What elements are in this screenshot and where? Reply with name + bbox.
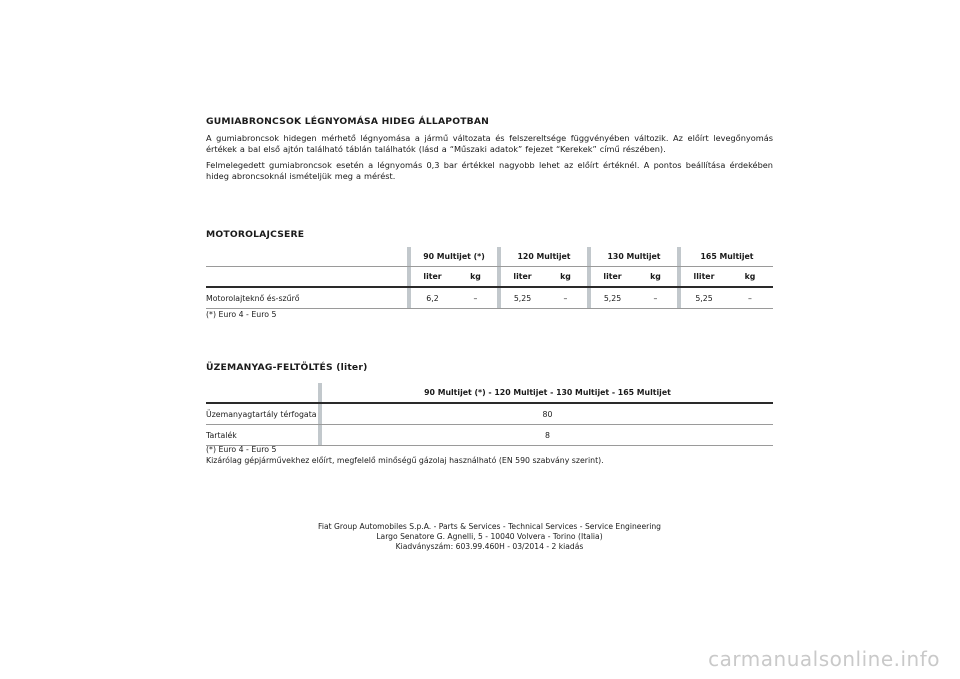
oil-change-title: MOTOROLAJCSERE — [206, 229, 305, 240]
engine-header: 165 Multijet — [700, 252, 754, 261]
engine-header: 120 Multijet — [517, 252, 571, 261]
footer-line-2: Largo Senatore G. Agnelli, 5 - 10040 Volvera - Torino (Italia) — [376, 532, 603, 541]
oil-table-row — [206, 288, 773, 309]
oil-value: – — [473, 293, 478, 303]
oil-value: 6,2 — [426, 293, 439, 303]
oil-table-engine-header — [206, 247, 773, 267]
oil-value: 5,25 — [513, 293, 532, 303]
oil-value: – — [653, 293, 658, 303]
fuel-table — [206, 383, 773, 446]
unit-header: liter — [423, 272, 442, 281]
engine-header: 130 Multijet — [607, 252, 661, 261]
footer-line-3: Kiadványszám: 603.99.460H - 03/2014 - 2 kiadás — [395, 542, 584, 551]
unit-header: lliter — [693, 272, 715, 281]
site-watermark: carmanualsonline.info — [708, 647, 940, 671]
oil-value: – — [563, 293, 568, 303]
tire-pressure-title: GUMIABRONCSOK LÉGNYOMÁSA HIDEG ÁLLAPOTBAN — [206, 116, 490, 127]
fuel-table-header — [206, 383, 773, 404]
tire-pressure-paragraph-2: Felmelegedett gumiabroncsok esetén a légnyomás 0,3 bar értékkel nagyobb lehet az előírt értéknél. A pontos beállítása érdekében hideg abroncsoknál ismételjük meg a mérést. — [206, 160, 773, 181]
fuel-row-value: 8 — [545, 430, 550, 440]
oil-value: 5,25 — [695, 293, 713, 303]
fuel-row-label: Tartalék — [206, 430, 237, 440]
fuel-engine-header: 90 Multijet (*) - 120 Multijet - 130 Multijet - 165 Multijet — [424, 388, 671, 397]
fuel-table-row — [206, 404, 773, 425]
unit-header: kg — [470, 272, 481, 281]
engine-header: 90 Multijet (*) — [423, 252, 485, 261]
oil-row-label: Motorolajteknő és-szűrő — [206, 293, 300, 303]
oil-table — [206, 247, 773, 309]
oil-table-unit-header — [206, 267, 773, 288]
footer-line-1: Fiat Group Automobiles S.p.A. - Parts & Services - Technical Services - Service Engineering — [318, 522, 661, 531]
tire-pressure-paragraph-1: A gumiabroncsok hidegen mérhető légnyomása a jármű változata és felszereltsége függvényében változik. Az előírt levegőnyomás értékek a bal első ajtón található táblán találhatók (lásd a “Műszaki adatok” fejezet “Kerekek” című részében). — [206, 133, 773, 154]
fuel-table-row — [206, 425, 773, 446]
publisher-footer — [206, 522, 773, 552]
tire-pressure-section — [206, 116, 773, 187]
unit-header: kg — [560, 272, 571, 281]
oil-value: 5,25 — [603, 293, 622, 303]
unit-header: kg — [744, 272, 756, 281]
fuel-row-value: 80 — [542, 409, 553, 419]
fuel-footnote: (*) Euro 4 - Euro 5 — [206, 445, 277, 454]
fuel-diesel-note: Kizárólag gépjárművekhez előírt, megfelelő minőségű gázolaj használható (EN 590 szabvány szerint). — [206, 456, 604, 465]
fuel-row-label: Üzemanyagtartály térfogata — [206, 409, 317, 419]
unit-header: liter — [513, 272, 532, 281]
unit-header: kg — [650, 272, 661, 281]
oil-footnote: (*) Euro 4 - Euro 5 — [206, 310, 277, 319]
fuel-notes — [206, 444, 604, 466]
oil-value: – — [748, 293, 752, 303]
fuel-title: ÜZEMANYAG-FELTÖLTÉS (liter) — [206, 362, 368, 373]
unit-header: liter — [603, 272, 622, 281]
